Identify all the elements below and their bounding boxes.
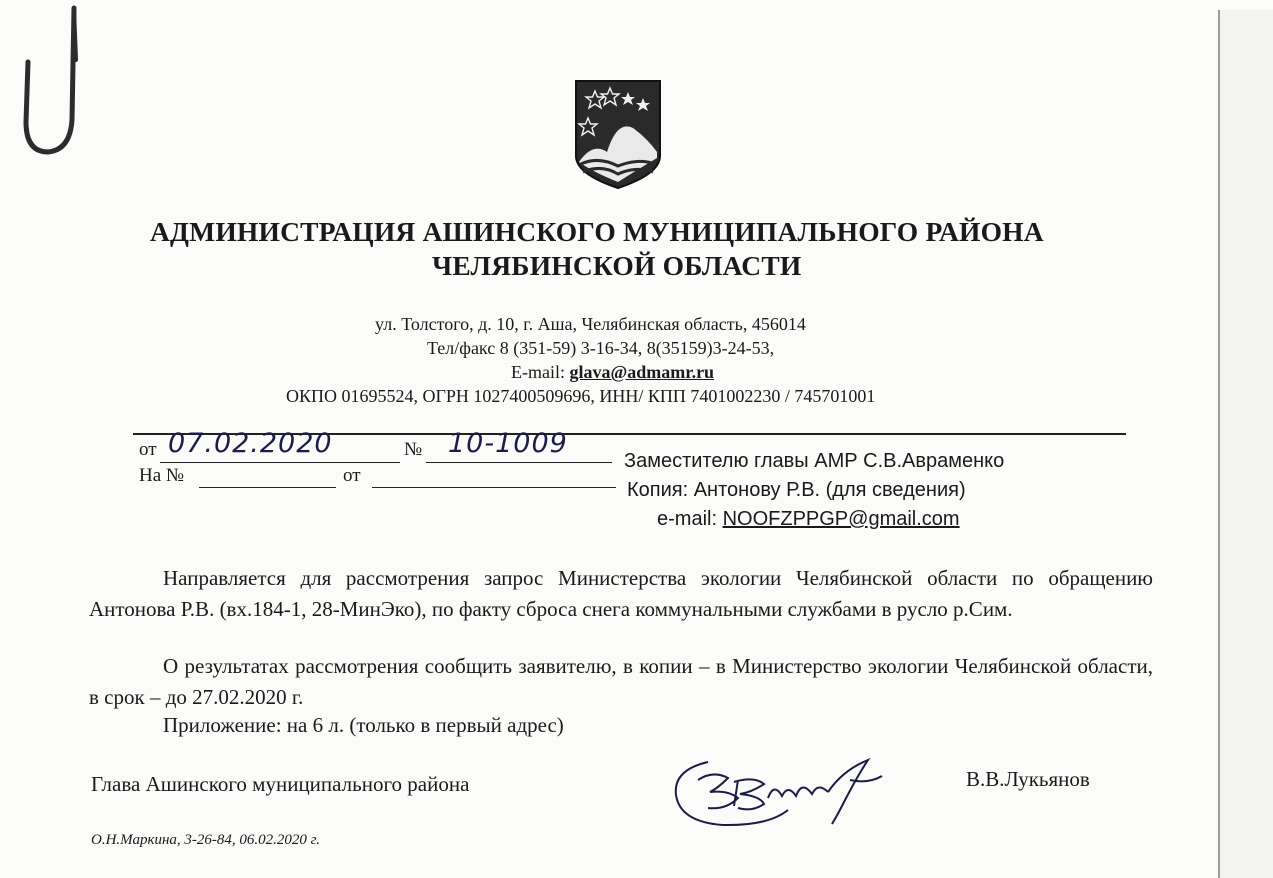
ref-date-label: от — [343, 465, 361, 486]
number-label: № — [404, 439, 423, 460]
org-email-link[interactable]: glava@admamr.ru — [569, 362, 715, 382]
body-paragraph-1: Направляется для рассмотрения запрос Министерства экологии Челябинской области по обращению Антонова Р.В. (вх.184-1, 28-МинЭко), по факту сброса снега коммунальными службами в русло р.Сим. — [89, 566, 1153, 621]
handwritten-signature — [668, 740, 898, 835]
body-paragraph-2: О результатах рассмотрения сообщить заявителю, в копии – в Министерство экологии Челябинской области, в срок – до 27.02.2020 г. — [89, 654, 1153, 709]
org-address: ул. Толстого, д. 10, г. Аша, Челябинская область, 456014 — [375, 314, 806, 334]
outgoing-date-handwritten: 07.02.2020 — [168, 428, 333, 459]
recipient-copy: Копия: Антонову Р.В. (для сведения) — [627, 479, 966, 501]
org-phone: Тел/факс 8 (351-59) 3-16-34, 8(35159)3-24-53, — [427, 338, 775, 358]
recipient-email-line — [657, 508, 960, 531]
recipient-to: Заместителю главы АМР С.В.Авраменко — [624, 450, 1005, 472]
org-name-line1: АДМИНИСТРАЦИЯ АШИНСКОГО МУНИЦИПАЛЬНОГО РАЙОНА — [150, 216, 1044, 247]
coat-of-arms-icon — [573, 78, 663, 190]
recipient-email-label: e-mail: — [657, 508, 723, 530]
date-underline — [160, 462, 400, 463]
ref-number-underline — [199, 487, 336, 488]
scan-edge — [1218, 10, 1273, 878]
org-registry-codes: ОКПО 01695524, ОГРН 1027400509696, ИНН/ КПП 7401002230 / 745701001 — [286, 386, 876, 406]
signatory-name: В.В.Лукьянов — [966, 767, 1090, 791]
date-label: от — [139, 439, 157, 460]
org-email-label: E-mail: — [511, 362, 570, 382]
executor-footer: О.Н.Маркина, 3-26-84, 06.02.2020 г. — [91, 832, 321, 848]
ref-date-underline — [372, 487, 616, 488]
recipient-email-link[interactable]: NOOFZPPGP@gmail.com — [722, 508, 960, 530]
paper-clip-icon — [14, 0, 84, 170]
number-underline — [426, 462, 612, 463]
ref-number-label: На № — [139, 465, 185, 486]
org-name-line2: ЧЕЛЯБИНСКОЙ ОБЛАСТИ — [432, 250, 802, 281]
outgoing-number-handwritten: 10-1009 — [448, 428, 568, 459]
attachment-note: Приложение: на 6 л. (только в первый адрес) — [163, 713, 564, 737]
signatory-position: Глава Ашинского муниципального района — [91, 772, 470, 796]
org-email-line — [511, 362, 714, 383]
